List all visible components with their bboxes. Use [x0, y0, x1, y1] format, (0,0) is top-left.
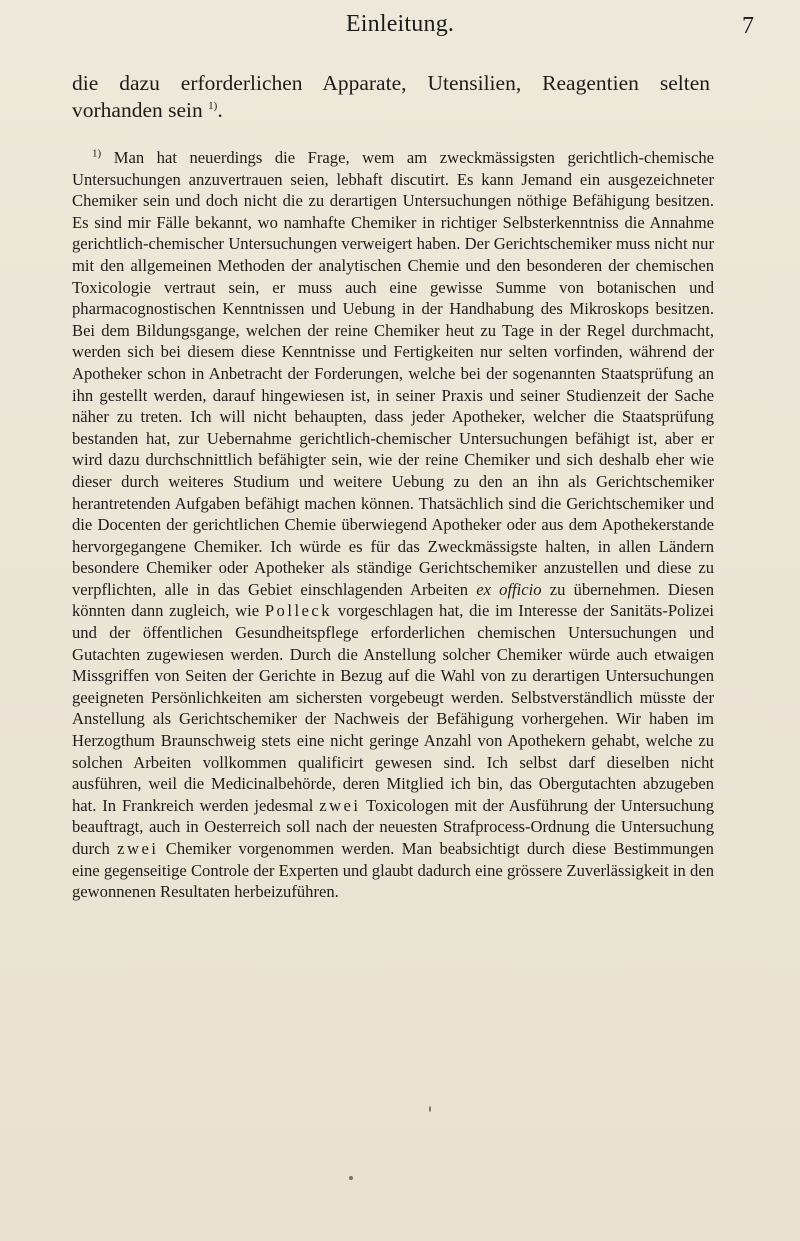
- main-text: die dazu erforderlichen Apparate, Utensilien, Reagentien selten vorhanden sein $^{1)}$.: [72, 71, 710, 122]
- footnote-spaced-word: zwei: [319, 795, 361, 815]
- main-text-body: die dazu erforderlichen Apparate, Utensilien, Reagentien selten vorhanden sein: [72, 71, 710, 122]
- footnote-name-polleck: Polleck: [264, 601, 333, 621]
- footnote-spaced-word: zwei: [117, 839, 159, 858]
- print-speck: [429, 1106, 431, 1112]
- footnote-text-part1: Man hat neuerdings die Frage, wem am zweckmässigsten gerichtlich-chemische Untersuchungen anzuvertrauen seien, lebhaft discutirt. Es kann Jemand ein ausgezeichneter Chemiker sein und doch nicht die zu derartigen Untersuchungen nöthige Befähigung besitzen. Es sind mir Fälle bekannt, wo namhafte Chemiker in richtiger Selbsterkenntniss die Annahme gerichtlich-chemischer Untersuchungen verweigert haben. Der Gerichtschemiker muss nicht nur mit den allgemeinen Methoden der analytischen Chemie und den besonderen der chemischen Toxicologie vertraut sein, er muss auch eine gewisse Summe von botanischen und pharmacognostischen Kenntnissen und Uebung in der Handhabung des Mikroskops besitzen. Bei dem Bildungsgange, welchen der reine Chemiker heut zu Tage in der Regel durchmacht, werden sich bei diesem diese Kenntnisse und Fertigkeiten nur selten vorfinden, während der Apotheker schon in Anbetracht der Forderungen, welche bei der sogenannten Staatsprüfung an ihn gestellt werden, darauf hingewiesen ist, in seiner Praxis und seiner Studienzeit der Sache näher zu treten. Ich will nicht behaupten, dass jeder Apotheker, welcher die Staatsprüfung bestanden hat, zur Uebernahme gerichtlich-chemischer Untersuchungen befähigt ist, aber er wird dazu durchschnittlich befähigter sein, wie der reine Chemiker und sich deshalb eher wie dieser durch weiteres Studium und weitere Uebung zu den an ihn als Gerichtschemiker herantretenden Aufgaben befähigt machen können. Thatsächlich sind die Gerichtschemiker und die Docenten der gerichtlichen Chemie überwiegend Apotheker oder aus dem Apothekerstande hervorgegangene Chemiker. Ich würde es für das Zweckmässigste halten, in allen Ländern besondere Chemiker oder Apotheker als ständige Gerichtschemiker anzustellen und diese zu verpflichten, alle in das Gebiet einschlagenden Arbeiten: [72, 148, 714, 599]
- footnote-latin-phrase: ex officio: [476, 579, 542, 599]
- running-head: Einleitung.: [345, 11, 455, 37]
- page-number: 7: [742, 13, 754, 39]
- footnote-text-part2: zu übernehmen. Diesen könnten dann zugleich, wie: [72, 579, 714, 621]
- print-speck: [349, 1176, 353, 1180]
- footnote: [72, 147, 714, 903]
- footnote-text-part5: Chemiker vorgenommen werden. Man beabsichtigt durch diese Bestimmungen eine gegenseitige Controle der Experten und glaubt dadurch eine grössere Zuverlässigkeit in den gewonnenen Resultaten herbeizuführen.: [72, 839, 714, 902]
- footnote-text-part4: Toxicologen mit der Ausführung der Untersuchung beauftragt, auch in Oesterreich soll nach der neuesten Strafprocess-Ordnung die Untersuchung durch: [72, 795, 715, 858]
- footnote-marker: 1): [92, 147, 102, 160]
- footnote-reference: 1): [208, 99, 218, 112]
- footnote-text-part3: vorgeschlagen hat, die im Interesse der Sanitäts-Polizei und der öffentlichen Gesundheitspflege erforderlichen chemischen Untersuchungen und Gutachten zugewiesen werden. Durch die Anstellung solcher Chemiker würde auch etwaigen Missgriffen von Seiten der Gerichte in Bezug auf die Wahl von zu derartigen Untersuchungen geeigneten Persönlichkeiten am sichersten vorgebeugt werden. Selbstverständlich müsste der Anstellung als Gerichtschemiker der Nachweis der Befähigung vorhergehen. Wir haben im Herzogthum Braunschweig stets eine nicht geringe Anzahl von Apothekern gehabt, welche zu solchen Arbeiten vollkommen qualificirt gewesen sind. Ich selbst darf dieselben nicht ausführen, weil die Medicinalbehörde, deren Mitglied ich bin, das Obergutachten abzugeben hat. In Frankreich werden jedesmal: [72, 601, 715, 815]
